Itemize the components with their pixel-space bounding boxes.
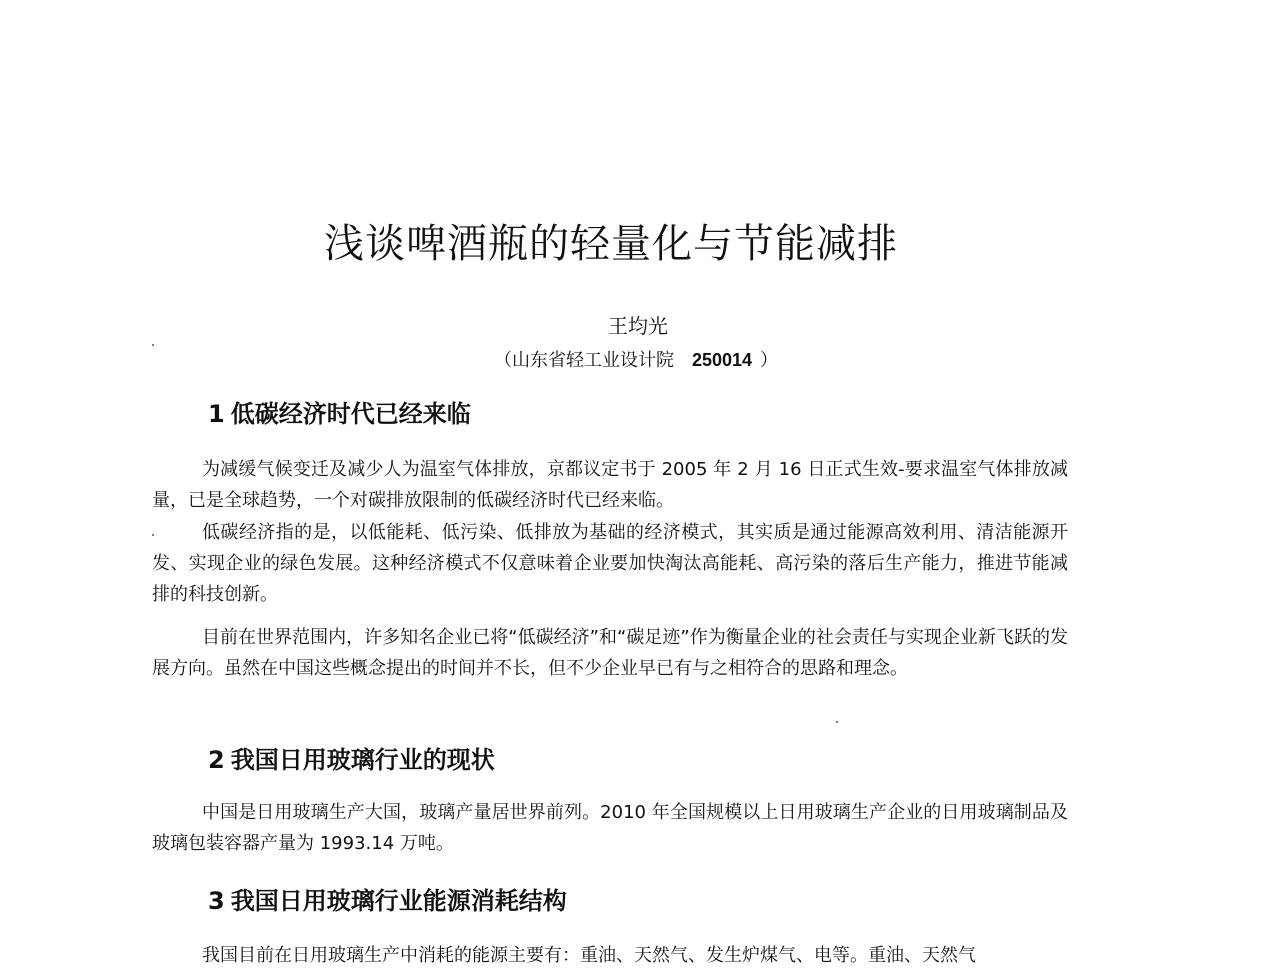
paragraph: 目前在世界范围内，许多知名企业已将“低碳经济”和“碳足迹”作为衡量企业的社会责任与实现企业新飞跃的发展方向。虽然在中国这些概念提出的时间并不长，但不少企业早已有与之相符合的思路和理念。 [152, 627, 1068, 679]
section-heading [208, 740, 495, 775]
scan-speck [152, 534, 154, 536]
paragraph: 为减缓气候变迁及减少人为温室气体排放，京都议定书于 2005 年 2 月 16 日正式生效-要求温室气体排放减量，已是全球趋势，一个对碳排放限制的低碳经济时代已经来临。 [152, 459, 1068, 511]
affiliation-name: （山东省轻工业设计院 [493, 350, 674, 371]
article-title: 浅谈啤酒瓶的轻量化与节能减排 [324, 221, 898, 267]
postal-code: 250014 [691, 350, 753, 370]
section-heading [208, 881, 567, 916]
section-title: 低碳经济时代已经来临 [230, 400, 471, 428]
section-heading [208, 394, 471, 429]
section-number: 2 [208, 746, 225, 774]
paragraph: 低碳经济指的是，以低能耗、低污染、低排放为基础的经济模式，其实质是通过能源高效利用、清洁能源开发、实现企业的绿色发展。这种经济模式不仅意味着企业要加快淘汰高能耗、高污染的落后生产能力，推进节能减排的科技创新。 [152, 522, 1068, 605]
author-name: 王均光 [608, 314, 668, 338]
section-title: 我国日用玻璃行业能源消耗结构 [230, 887, 567, 915]
section-number: 3 [208, 887, 225, 915]
scan-speck [152, 344, 154, 346]
author-affiliation [0, 346, 1272, 372]
scan-speck [836, 721, 838, 723]
paragraph: 我国目前在日用玻璃生产中消耗的能源主要有：重油、天然气、发生炉煤气、电等。重油、天然气 [202, 945, 976, 966]
paragraph: 中国是日用玻璃生产大国，玻璃产量居世界前列。2010 年全国规模以上日用玻璃生产企业的日用玻璃制品及玻璃包装容器产量为 1993.14 万吨。 [152, 802, 1068, 854]
section-number: 1 [208, 400, 225, 428]
section-title: 我国日用玻璃行业的现状 [230, 746, 495, 774]
affiliation-close: ） [760, 350, 779, 371]
